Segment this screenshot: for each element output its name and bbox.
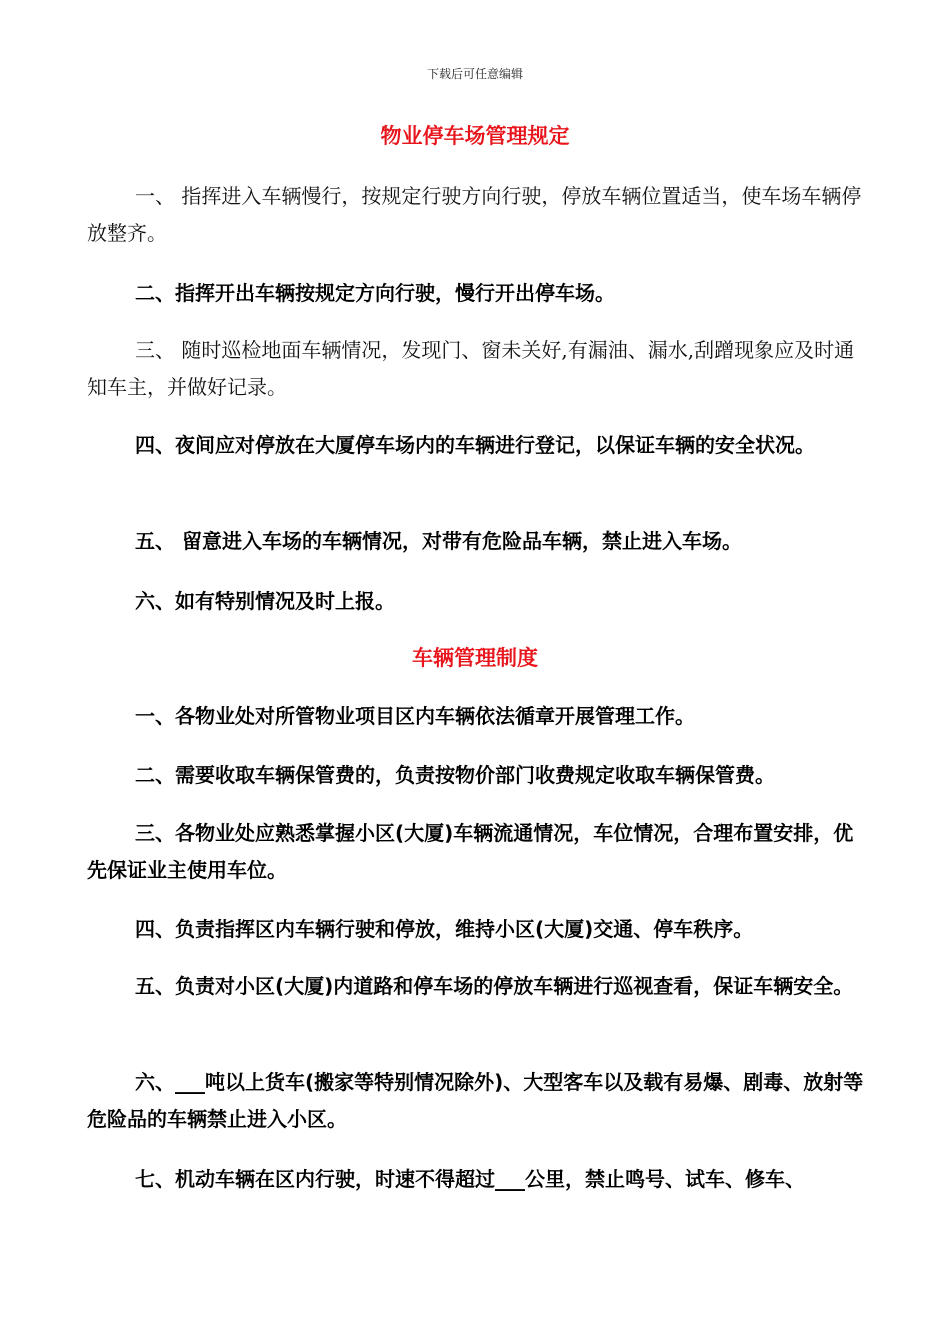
parking-rule-2: 二、指挥开出车辆按规定方向行驶，慢行开出停车场。 (135, 281, 615, 305)
vehicle-rule-1: 一、各物业处对所管物业项目区内车辆依法循章开展管理工作。 (135, 704, 695, 728)
vehicle-rule-5: 五、负责对小区(大厦)内道路和停车场的停放车辆进行巡视查看，保证车辆安全。 (135, 974, 854, 998)
section-title-parking-rules: 物业停车场管理规定 (380, 124, 570, 148)
section-title-vehicle-management: 车辆管理制度 (412, 646, 538, 670)
vehicle-rule-6: 六、___吨以上货车(搬家等特别情况除外)、大型客车以及载有易爆、剧毒、放射等危险品的车辆禁止进入小区。 (87, 1070, 864, 1131)
parking-rule-1: 一、 指挥进入车辆慢行，按规定行驶方向行驶，停放车辆位置适当，使车场车辆停放整齐。 (87, 184, 862, 245)
parking-rule-5: 五、 留意进入车场的车辆情况，对带有危险品车辆，禁止进入车场。 (135, 529, 742, 553)
vehicle-rule-4: 四、负责指挥区内车辆行驶和停放，维持小区(大厦)交通、停车秩序。 (135, 917, 754, 941)
vehicle-rule-3: 三、各物业处应熟悉掌握小区(大厦)车辆流通情况，车位情况，合理布置安排，优先保证业主使用车位。 (87, 821, 854, 882)
parking-rule-3: 三、 随时巡检地面车辆情况，发现门、窗未关好,有漏油、漏水,刮蹭现象应及时通知车主，并做好记录。 (87, 338, 855, 399)
parking-rule-4: 四、夜间应对停放在大厦停车场内的车辆进行登记，以保证车辆的安全状况。 (135, 433, 815, 457)
vehicle-rule-7: 七、机动车辆在区内行驶，时速不得超过___公里，禁止鸣号、试车、修车、 (135, 1167, 805, 1191)
parking-rule-6: 六、如有特别情况及时上报。 (135, 589, 395, 613)
header-note: 下载后可任意编辑 (426, 67, 523, 81)
vehicle-rule-2: 二、需要收取车辆保管费的，负责按物价部门收费规定收取车辆保管费。 (135, 763, 775, 787)
